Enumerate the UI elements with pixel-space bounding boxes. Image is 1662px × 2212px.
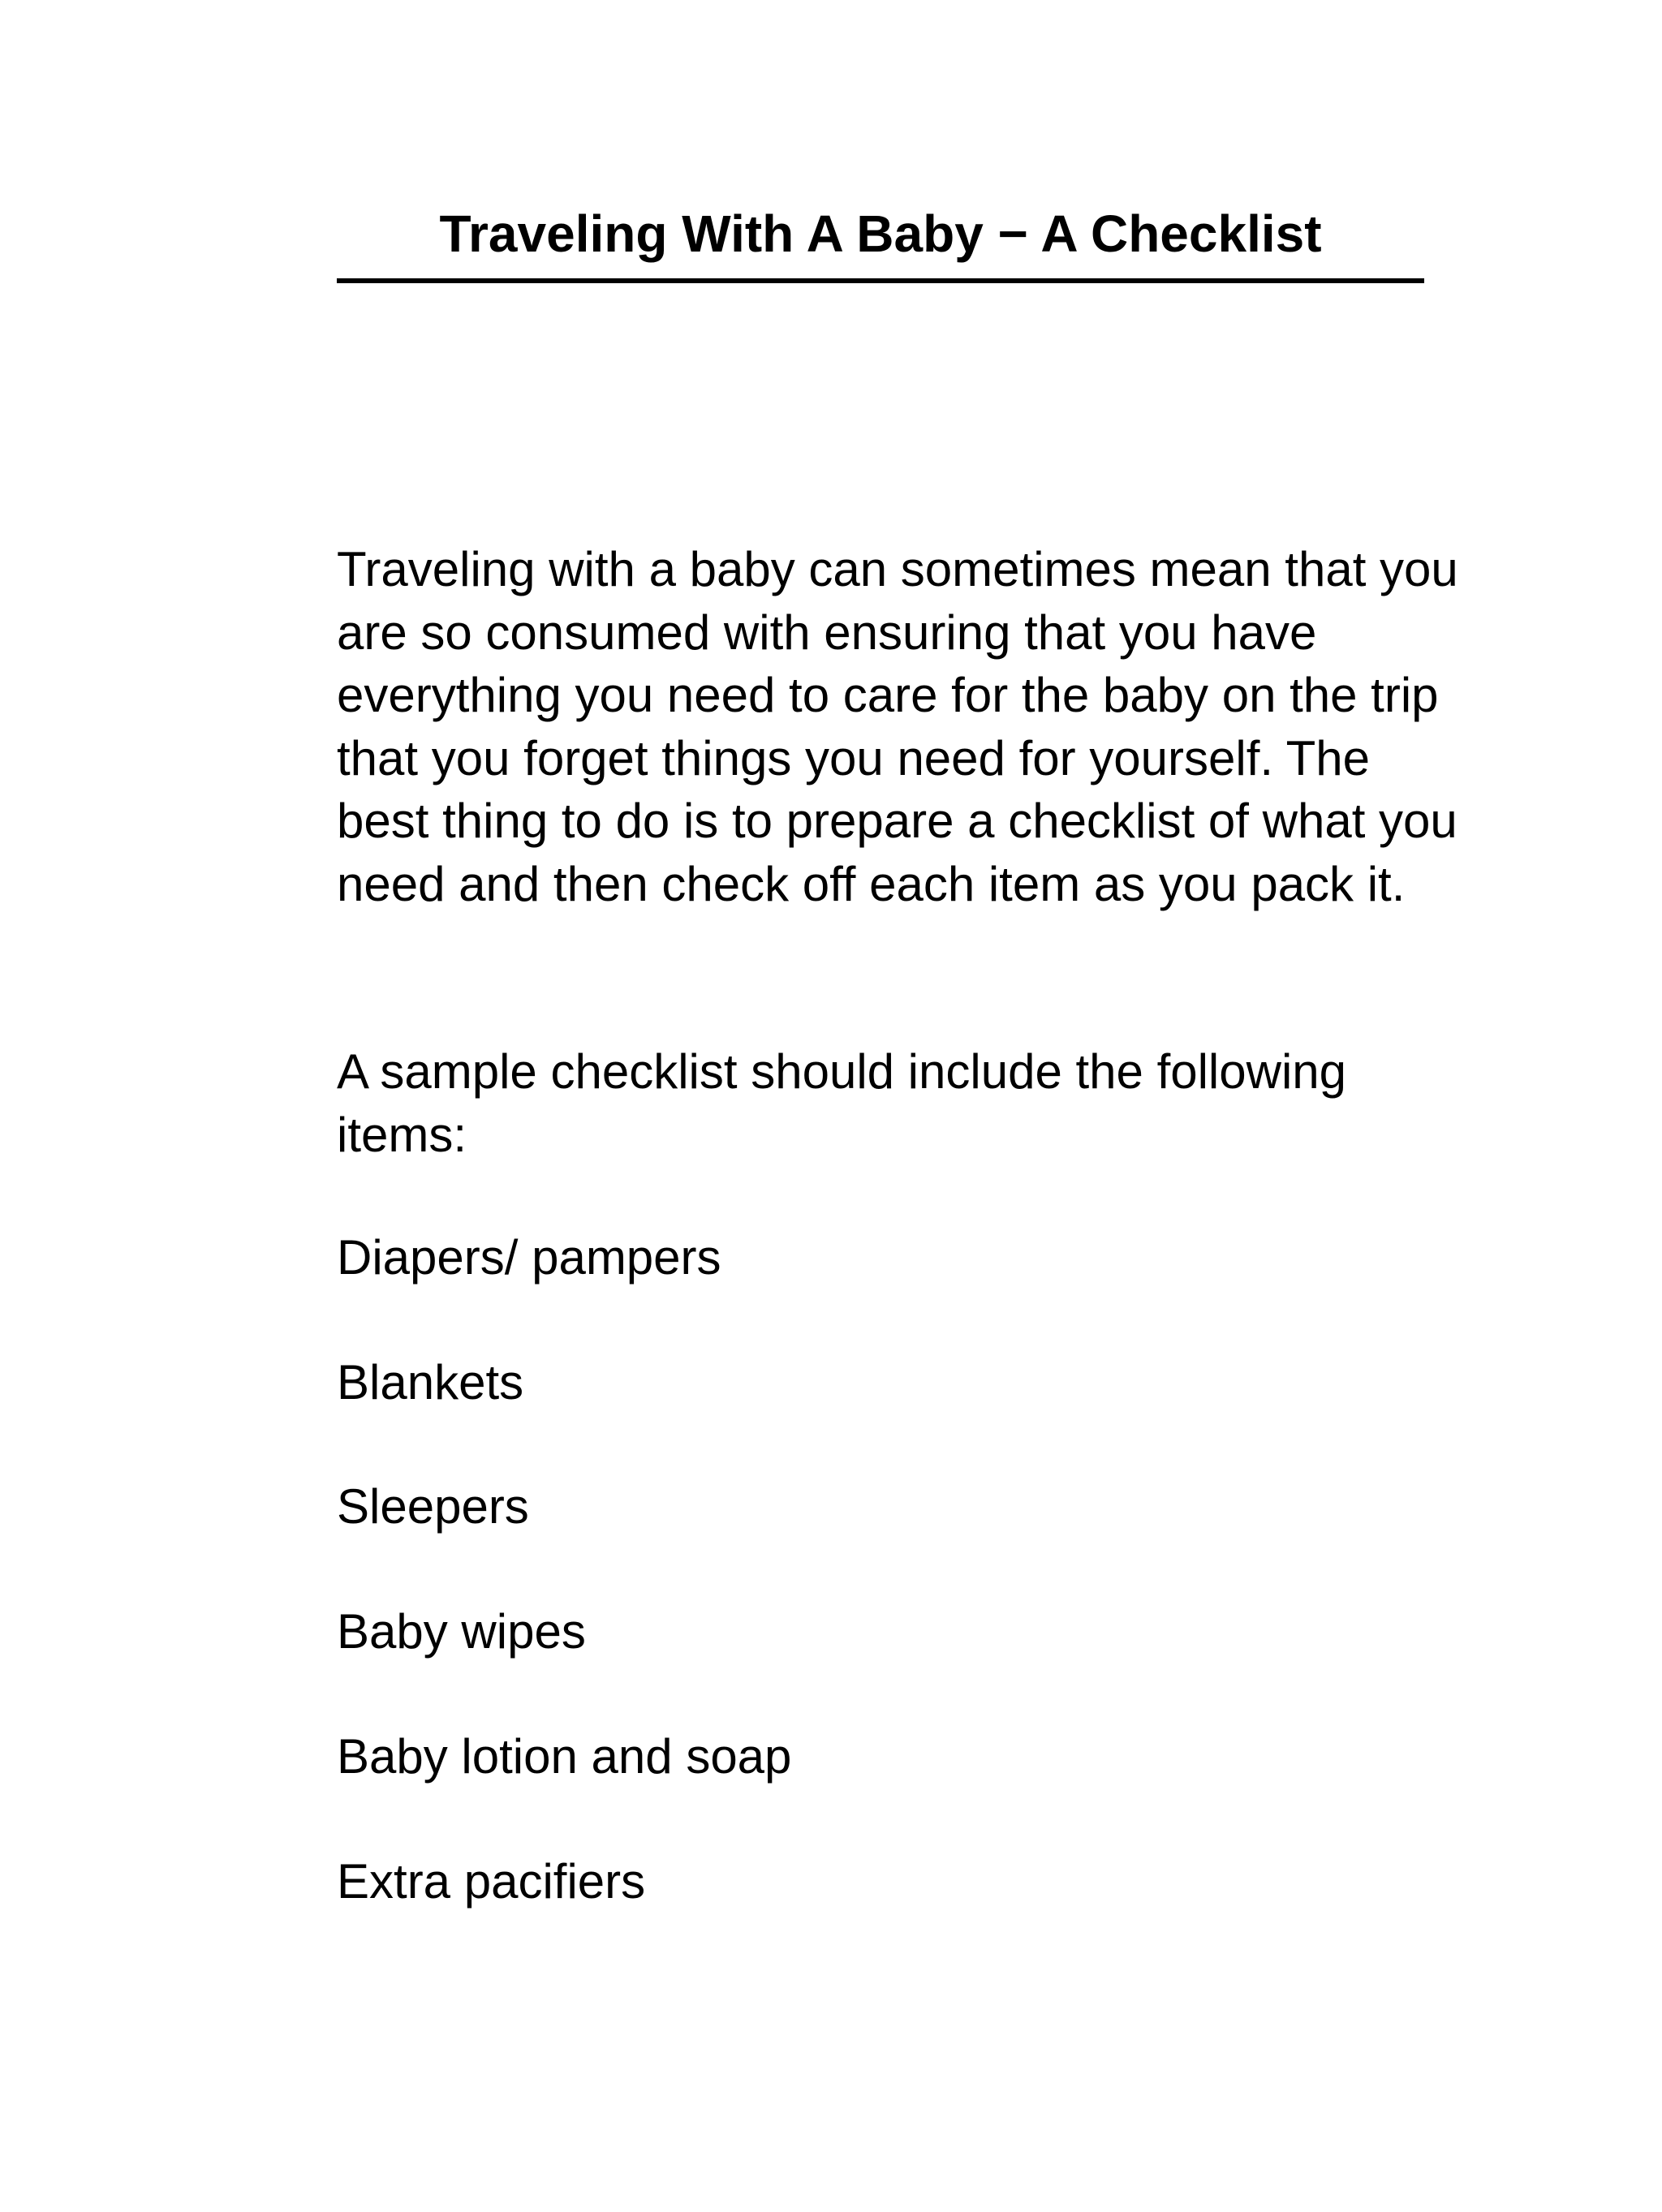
title-underline [337, 278, 1424, 283]
checklist-item: Extra pacifiers [337, 1854, 646, 1909]
checklist-item: Baby wipes [337, 1604, 586, 1659]
checklist-item: Sleepers [337, 1479, 529, 1534]
checklist-item: Diapers/ pampers [337, 1230, 721, 1285]
checklist-item: Blankets [337, 1355, 524, 1409]
checklist-item: Baby lotion and soap [337, 1729, 792, 1784]
page-title: Traveling With A Baby − A Checklist [439, 204, 1322, 263]
checklist-intro-paragraph: A sample checklist should include the following items: [337, 1044, 1347, 1162]
intro-paragraph: Traveling with a baby can sometimes mean that you are so consumed with ensuring that you have everything you need to care for the baby on the trip that you forget things you need for yourself. The best thing to do is to prepare a checklist of what you need and then check off each item as you pack it. [337, 542, 1458, 911]
